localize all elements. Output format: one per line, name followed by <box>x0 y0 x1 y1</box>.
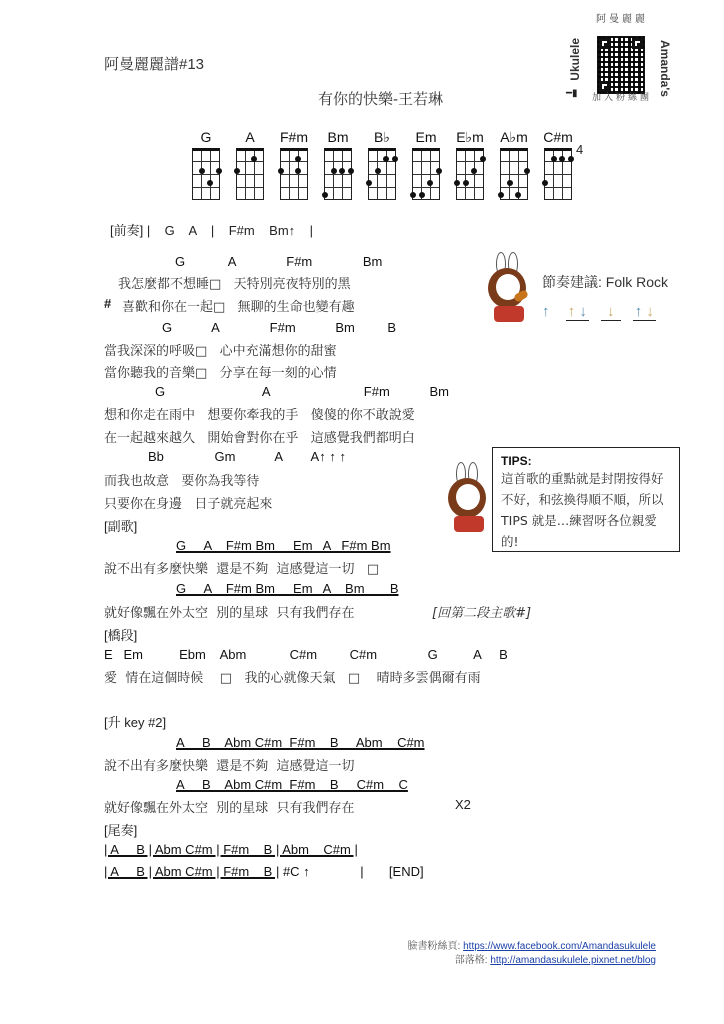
blog-link[interactable]: http://amandasukulele.pixnet.net/blog <box>490 955 656 966</box>
chord-name: E♭m <box>456 129 484 145</box>
lyric-line: 而我也故意 要你為我等待 <box>104 474 260 489</box>
qr-bottom-text: 加入粉絲團 <box>592 92 653 102</box>
chord-diagram-aflat-m <box>494 128 534 200</box>
section-label-outro: [尾奏] <box>104 823 138 838</box>
chord-line: Bb Gm A A↑ ↑ ↑ <box>148 449 346 464</box>
chord-line: G A F#m Bm <box>175 254 383 269</box>
rabbit-mascot-icon <box>446 462 492 542</box>
facebook-label: 臉書粉絲頁: <box>407 941 461 952</box>
strum-beat: ↓ <box>601 303 621 321</box>
lyric-line: 我怎麼都不想睡□ 天特別亮夜特別的黑 <box>118 277 351 292</box>
lyric-line: 喜歡和你在一起□ 無聊的生命也變有趣 <box>122 300 355 315</box>
tips-body: 這首歌的重點就是封閉按得好不好，和弦換得順不順，所以 TIPS 就是…練習呀各位親愛的! <box>501 471 664 549</box>
chord-line: | A B | Abm C#m | F#m B | Abm C#m | <box>104 842 358 857</box>
outro-bars: | A B | Abm C#m | F#m B | <box>104 864 280 879</box>
qr-right-text: Amanda's <box>658 40 672 97</box>
chord-name: A♭m <box>500 129 528 145</box>
chord-name: F#m <box>280 129 308 145</box>
outro-end: #C ↑ | [END] <box>279 864 424 879</box>
chord-diagram-csharp-m <box>538 128 584 200</box>
chord-name: B♭ <box>374 129 390 145</box>
qr-left-text: Ukulele <box>568 38 582 81</box>
chord-name: A <box>245 129 255 145</box>
tips-box <box>492 447 680 552</box>
chord-line: G A F#m Bm B <box>162 320 397 335</box>
chord-diagram-bm <box>318 128 358 200</box>
chord-name: Em <box>415 129 437 145</box>
strum-up-arrow-icon: ↑ <box>542 303 550 320</box>
qr-badge[interactable] <box>560 6 690 106</box>
section-label-key-up: [升 key #2] <box>104 715 167 730</box>
section-label-bridge: [橋段] <box>104 628 138 643</box>
chord-diagram-eflat-m <box>450 128 490 200</box>
chord-name: Bm <box>327 129 349 145</box>
chord-line: A B Abm C#m F#m B C#m C <box>176 777 408 792</box>
tips-title: TIPS: <box>501 454 532 468</box>
lyric-line: 想和你走在雨中 想要你牽我的手 傻傻的你不敢說愛 <box>104 408 415 423</box>
chord-diagram-g <box>186 128 226 200</box>
document-number: 阿曼麗麗譜#13 <box>104 56 205 73</box>
chord-line: E Em Ebm Abm C#m C#m G A B <box>104 647 508 662</box>
strum-beat: ↑ ↓ <box>567 303 587 320</box>
chord-name: C#m <box>543 129 573 145</box>
song-title: 有你的快樂-王若琳 <box>318 91 443 108</box>
intro-line: [前奏] | G A | F#m Bm↑ | <box>110 223 313 238</box>
facebook-footer <box>408 937 656 952</box>
lyric-line: 在一起越來越久 開始會對你在乎 這感覺我們都明白 <box>104 431 415 446</box>
chord-diagram-bflat <box>362 128 402 200</box>
chord-diagram-fsharp-m <box>274 128 314 200</box>
lyric-line: 當你聽我的音樂□ 分享在每一刻的心情 <box>104 366 337 381</box>
chord-line: G A F#m Bm Em A Bm B <box>176 581 399 596</box>
chord-diagram-em <box>406 128 446 200</box>
chord-line: G A F#m Bm Em A F#m Bm <box>176 538 391 553</box>
blog-label: 部落格: <box>454 955 488 966</box>
lyric-line: 說不出有多麼快樂 還是不夠 這感覺這一切 □ <box>104 562 380 577</box>
facebook-link[interactable]: https://www.facebook.com/Amandasukulele <box>463 941 656 952</box>
lyric-line: 就好像飄在外太空 別的星球 只有我們存在 <box>104 606 355 621</box>
lyric-line: 就好像飄在外太空 別的星球 只有我們存在 <box>104 801 355 816</box>
chord-line: A B Abm C#m F#m B Abm C#m <box>176 735 425 750</box>
repeat-count: X2 <box>455 797 471 812</box>
chord-name: G <box>200 129 212 145</box>
fret-number: 4 <box>576 142 584 157</box>
chord-diagram-a <box>230 128 270 200</box>
strum-suggestion-label: 節奏建議: Folk Rock <box>542 274 669 290</box>
chord-line <box>104 864 424 879</box>
strum-beat: ↑ ↓ <box>634 303 654 320</box>
strum-pattern <box>542 303 656 321</box>
rabbit-mascot-icon <box>486 252 532 332</box>
chord-line: G A F#m Bm <box>155 384 450 399</box>
section-label-chorus: [副歌] <box>104 519 138 534</box>
lyric-line: 只要你在身邊 日子就亮起來 <box>104 497 273 512</box>
lyric-line: 說不出有多麼快樂 還是不夠 這感覺這一切 <box>104 759 355 774</box>
lyric-line: 愛 情在這個時候 □ 我的心就像天氣 □ 晴時多雲偶爾有雨 <box>104 671 481 686</box>
qr-code-icon[interactable] <box>597 36 645 94</box>
lyric-line: 當我深深的呼吸□ 心中充滿想你的甜蜜 <box>104 344 337 359</box>
repeat-mark: # <box>104 296 112 311</box>
ukulele-icon: ━▮ <box>566 88 578 99</box>
return-note: [回第二段主歌#] <box>432 606 532 621</box>
blog-footer <box>455 951 656 966</box>
qr-top-text: 阿曼麗麗 <box>596 14 648 25</box>
